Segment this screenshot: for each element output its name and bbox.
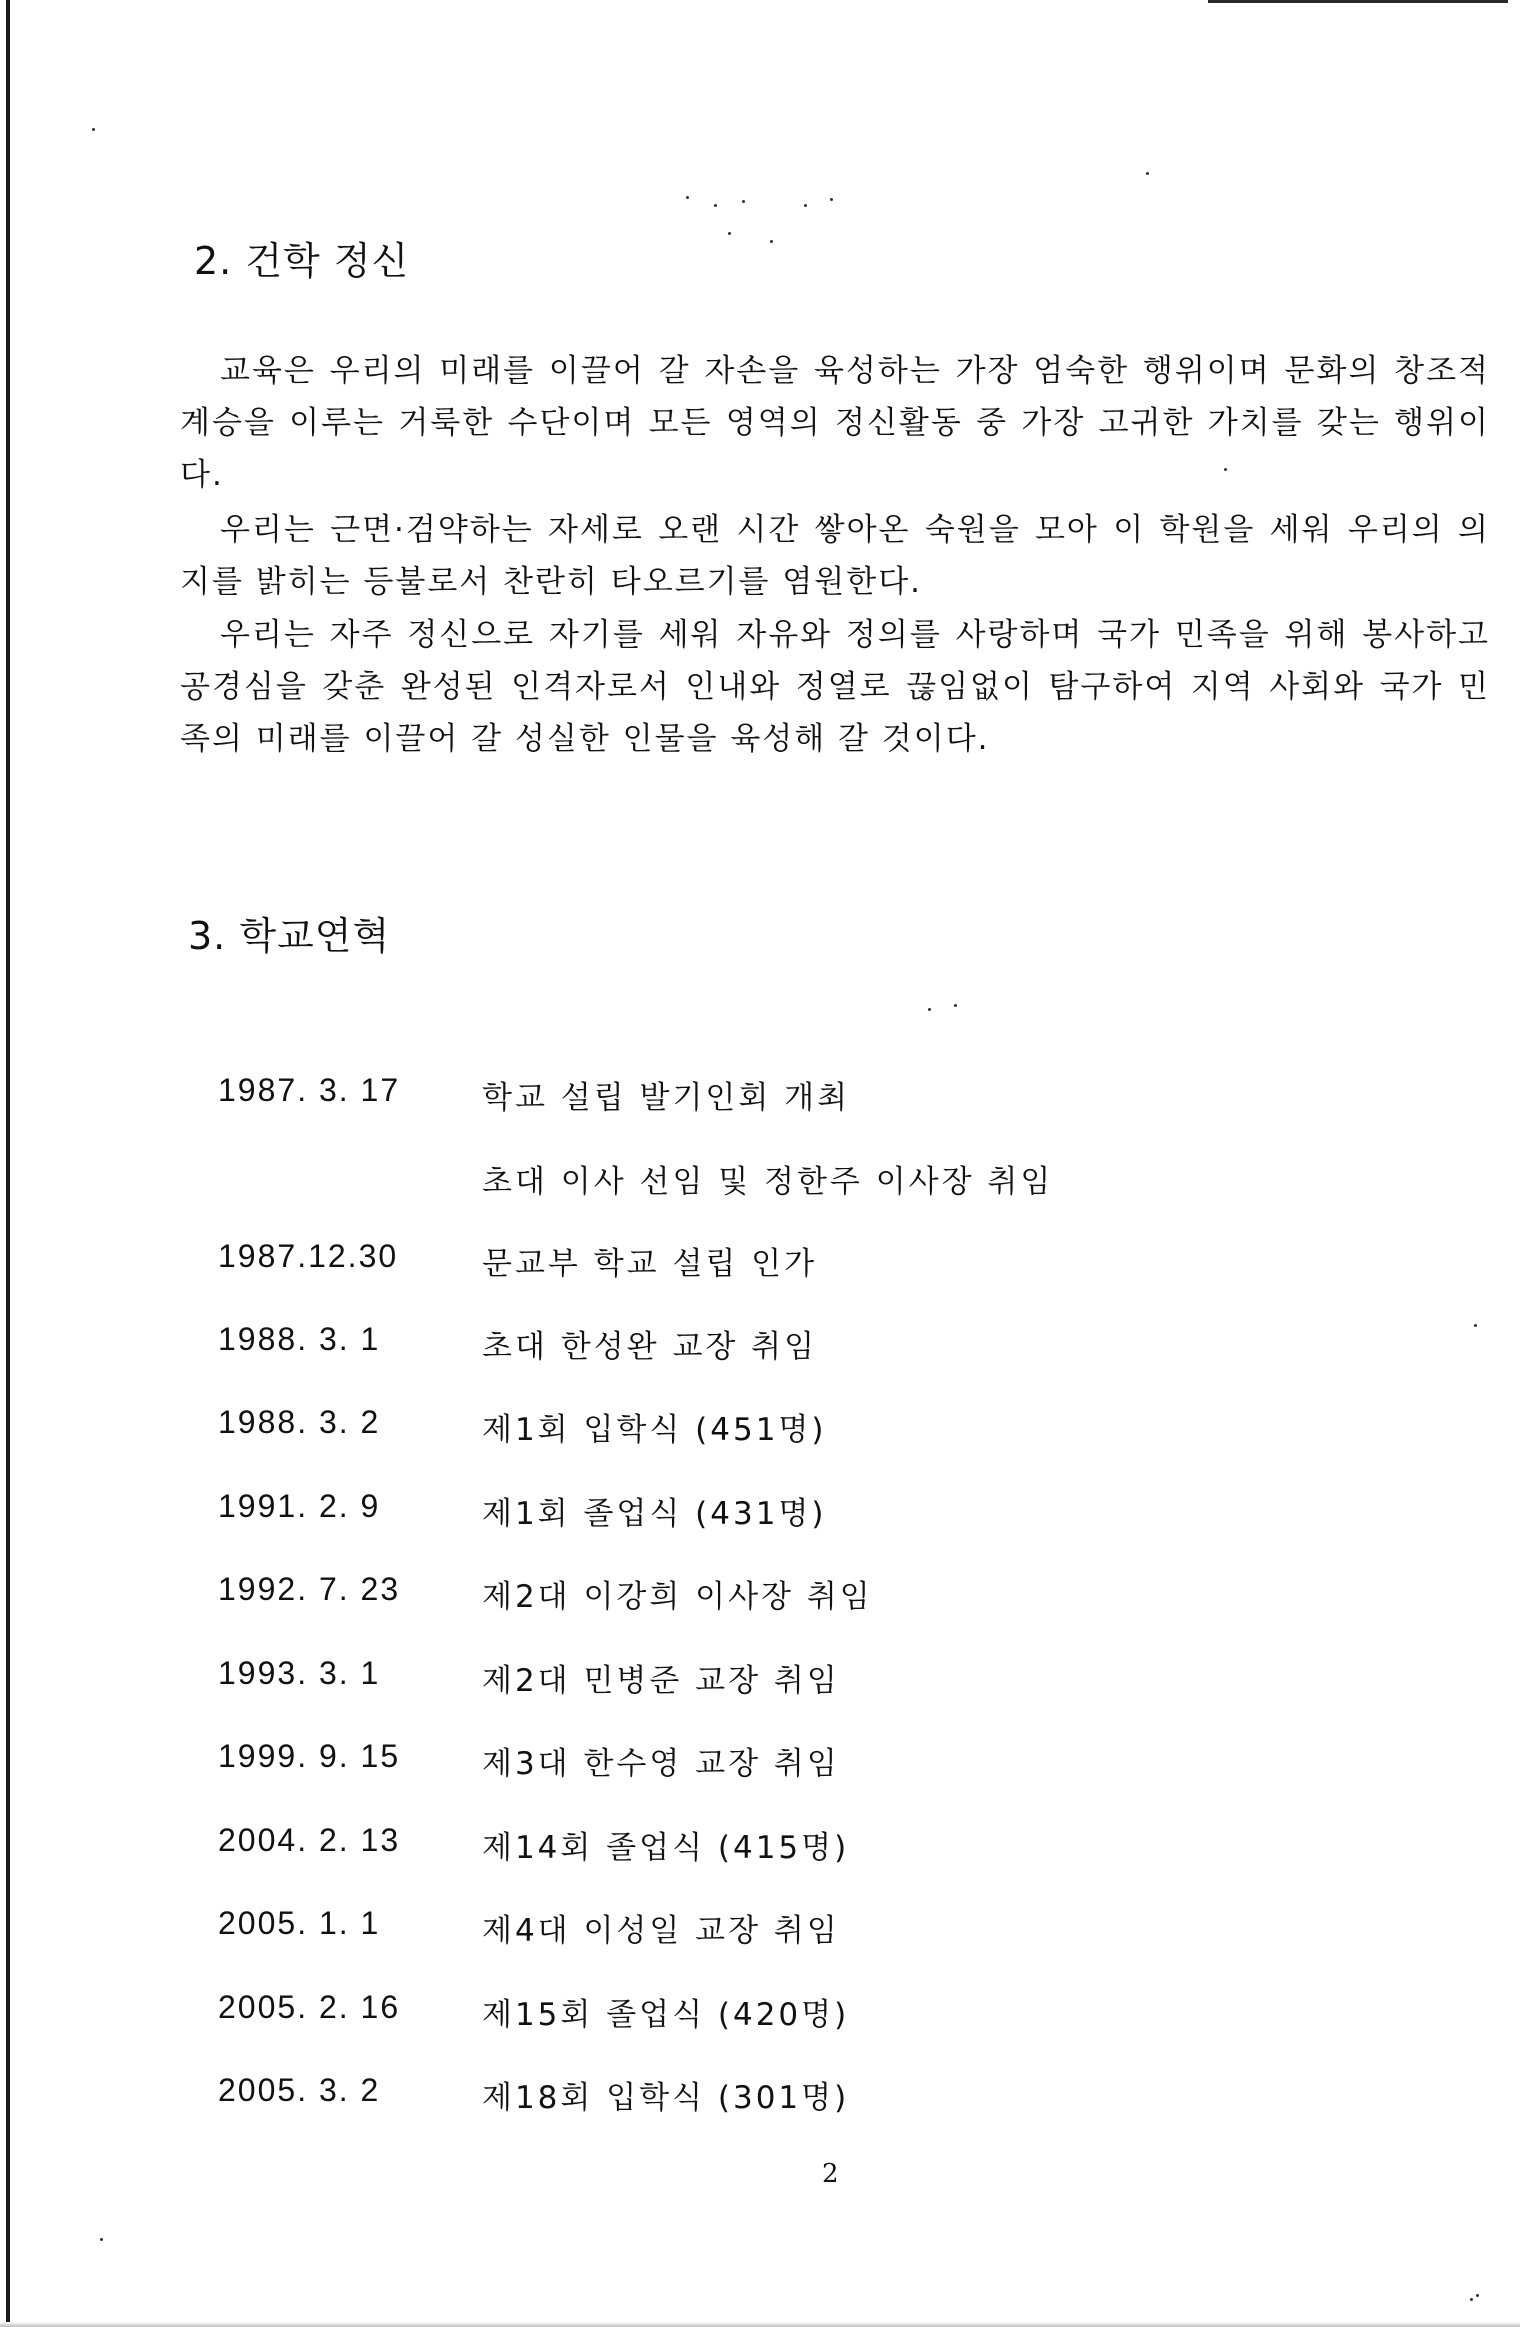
- history-date: 2005. 2. 16: [218, 1989, 401, 2025]
- scan-speck: [714, 204, 717, 207]
- scan-speck: [954, 1004, 957, 1007]
- history-date: 1993. 3. 1: [218, 1655, 381, 1691]
- history-row: [0, 1571, 1520, 1615]
- history-event: 제14회 졸업식 (415명): [482, 1830, 850, 1866]
- history-event: 제2대 이강희 이사장 취임: [482, 1579, 873, 1615]
- history-date: 1991. 2. 9: [218, 1488, 381, 1524]
- history-row: [0, 1156, 1520, 1200]
- history-row: [0, 1989, 1520, 2033]
- history-date: 1987. 3. 17: [218, 1072, 401, 1108]
- history-date: 1988. 3. 2: [218, 1404, 381, 1440]
- scan-speck: [770, 240, 773, 243]
- history-row: [0, 1822, 1520, 1866]
- scan-speck: [742, 200, 745, 203]
- history-row: [0, 1072, 1520, 1116]
- history-event: 학교 설립 발기인회 개최: [482, 1080, 851, 1116]
- paragraph-mission: 우리는 자주 정신으로 자기를 세워 자유와 정의를 사랑하며 국가 민족을 위해 봉사하고 공경심을 갖춘 완성된 인격자로서 인내와 정열로 끊임없이 탐구하여 지역 사회와 국가 민족의 미래를 이끌어 갈 성실한 인물을 육성해 갈 것이다.: [180, 617, 1490, 757]
- history-row: [0, 1238, 1520, 1282]
- history-row: [0, 1321, 1520, 1365]
- scan-edge-bottom: [0, 2322, 1520, 2327]
- history-date: 2005. 3. 2: [218, 2072, 381, 2108]
- history-row: [0, 1655, 1520, 1699]
- history-event: 제1회 입학식 (451명): [482, 1412, 827, 1448]
- history-date: 2005. 1. 1: [218, 1905, 381, 1941]
- scan-speck: [92, 128, 95, 131]
- history-date: 1987.12.30: [218, 1238, 399, 1274]
- history-event: 초대 한성완 교장 취임: [482, 1329, 818, 1365]
- paragraph-education: 교육은 우리의 미래를 이끌어 갈 자손을 육성하는 가장 엄숙한 행위이며 문화의 창조적 계승을 이루는 거룩한 수단이며 모든 영역의 정신활동 중 가장 고귀한 가치를 갖는 행위이다.: [180, 353, 1490, 493]
- history-row: [0, 1404, 1520, 1448]
- scan-speck: [804, 204, 807, 207]
- history-event: 제2대 민병준 교장 취임: [482, 1663, 840, 1699]
- scan-speck: [1470, 2298, 1473, 2301]
- scan-speck: [1476, 2294, 1479, 2297]
- history-date: 1992. 7. 23: [218, 1571, 401, 1607]
- history-date: 2004. 2. 13: [218, 1822, 401, 1858]
- history-event: 제3대 한수영 교장 취임: [482, 1746, 840, 1782]
- section-heading-founding-spirit: 2. 건학 정신: [194, 239, 410, 283]
- history-row: [0, 1738, 1520, 1782]
- paragraph-aspiration: 우리는 근면·검약하는 자세로 오랜 시간 쌓아온 숙원을 모아 이 학원을 세워 우리의 의지를 밝히는 등불로서 찬란히 타오르기를 염원한다.: [180, 512, 1490, 600]
- scan-speck: [728, 232, 731, 235]
- history-event: 제18회 입학식 (301명): [482, 2080, 850, 2116]
- scan-speck: [928, 1008, 931, 1011]
- history-row: [0, 1905, 1520, 1949]
- scan-speck: [830, 198, 833, 201]
- history-event: 제4대 이성일 교장 취임: [482, 1913, 840, 1949]
- scan-edge-top: [1208, 0, 1508, 3]
- history-event: 제1회 졸업식 (431명): [482, 1496, 827, 1532]
- section-heading-school-history: 3. 학교연혁: [188, 914, 391, 958]
- page-number: 2: [822, 2159, 839, 2189]
- history-event: 문교부 학교 설립 인가: [482, 1246, 818, 1282]
- history-event: 제15회 졸업식 (420명): [482, 1997, 850, 2033]
- history-event: 초대 이사 선임 및 정한주 이사장 취임: [482, 1164, 1054, 1200]
- scan-speck: [100, 2238, 103, 2241]
- history-row: [0, 1488, 1520, 1532]
- scan-speck: [1146, 172, 1149, 175]
- history-date: 1988. 3. 1: [218, 1321, 381, 1357]
- history-row: [0, 2072, 1520, 2116]
- history-date: 1999. 9. 15: [218, 1738, 401, 1774]
- scan-speck: [686, 196, 689, 199]
